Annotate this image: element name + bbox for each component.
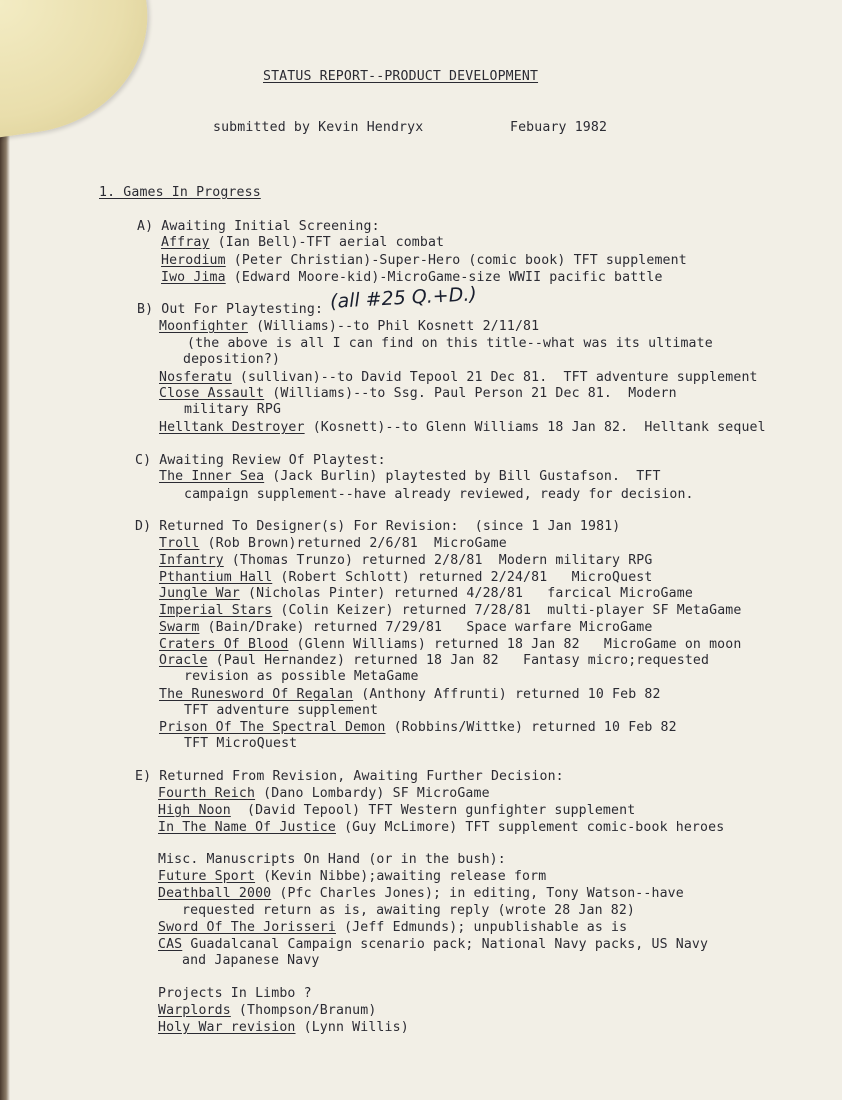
page-edge-shadow — [0, 0, 10, 1100]
subsection-heading-a: A) Awaiting Initial Screening: — [137, 219, 380, 234]
list-item — [158, 786, 490, 802]
item-detail: (Jack Burlin) playtested by Bill Gustafson. TFT — [264, 469, 661, 484]
item-detail: (Dano Lombardy) SF MicroGame — [255, 786, 490, 801]
subsection-heading-c: C) Awaiting Review Of Playtest: — [135, 453, 386, 468]
list-item — [159, 536, 507, 552]
list-item — [158, 820, 724, 836]
item-detail: (Ian Bell)-TFT aerial combat — [209, 235, 445, 250]
list-item-continuation: TFT adventure supplement — [184, 703, 379, 718]
item-detail: (Kosnett)--to Glenn Williams 18 Jan 82. Helltank sequel — [304, 420, 766, 435]
list-item — [159, 653, 709, 669]
item-detail: (Robert Schlott) returned 2/24/81 MicroQuest — [272, 570, 653, 585]
item-detail: (sullivan)--to David Tepool 21 Dec 81. TFT adventure supplement — [231, 370, 758, 385]
item-title: Close Assault — [159, 386, 265, 401]
list-item — [159, 586, 693, 602]
list-item — [159, 370, 758, 386]
list-item-continuation: TFT MicroQuest — [184, 736, 298, 751]
item-detail: (Anthony Affrunti) returned 10 Feb 82 — [353, 687, 661, 702]
item-title: Nosferatu — [159, 370, 232, 385]
item-detail: (Jeff Edmunds); unpublishable as is — [335, 920, 628, 935]
section-title: 1. Games In Progress — [99, 185, 261, 200]
item-title: Affray — [161, 235, 210, 250]
item-detail: (Williams)--to Phil Kosnett 2/11/81 — [248, 319, 540, 334]
list-item — [159, 319, 539, 335]
item-title: Herodium — [161, 253, 226, 268]
list-item — [159, 553, 652, 569]
item-title: Warplords — [158, 1003, 231, 1018]
subsection-heading-d: D) Returned To Designer(s) For Revision: (since 1 Jan 1981) — [135, 519, 621, 534]
item-title: The Runesword Of Regalan — [159, 687, 354, 702]
item-title: Troll — [159, 536, 200, 551]
item-title: Deathball 2000 — [158, 886, 272, 901]
list-item — [161, 253, 687, 269]
item-detail: (Colin Keizer) returned 7/28/81 multi-player SF MetaGame — [272, 603, 742, 618]
item-detail: (Kevin Nibbe);awaiting release form — [255, 869, 547, 884]
list-item — [159, 420, 766, 436]
item-title: Sword Of The Jorisseri — [158, 920, 336, 935]
item-detail: (Glenn Williams) returned 18 Jan 82 MicroGame on moon — [288, 637, 742, 652]
limbo-heading: Projects In Limbo ? — [158, 986, 312, 1001]
list-item — [159, 386, 677, 402]
handwritten-note: (all #25 Q.+D.) — [329, 283, 478, 313]
item-detail: (Thompson/Branum) — [230, 1003, 377, 1018]
item-detail: (Pfc Charles Jones); in editing, Tony Watson--have — [271, 886, 684, 901]
item-detail: (Williams)--to Ssg. Paul Person 21 Dec 81. Modern — [264, 386, 677, 401]
list-item — [158, 937, 708, 953]
item-title: Holy War revision — [158, 1020, 296, 1035]
item-detail: (Thomas Trunzo) returned 2/8/81 Modern military RPG — [223, 553, 653, 568]
item-title: The Inner Sea — [159, 469, 265, 484]
list-item — [158, 869, 546, 885]
item-detail: (David Tepool) TFT Western gunfighter supplement — [230, 803, 636, 818]
item-detail: (Edward Moore-kid)-MicroGame-size WWII pacific battle — [225, 270, 663, 285]
list-item — [159, 720, 677, 736]
item-title: Iwo Jima — [161, 270, 226, 285]
item-title: Jungle War — [159, 586, 240, 601]
item-detail: (Bain/Drake) returned 7/29/81 Space warfare MicroGame — [199, 620, 653, 635]
subsection-heading-e: E) Returned From Revision, Awaiting Further Decision: — [135, 769, 564, 784]
list-item-continuation: deposition?) — [183, 352, 281, 367]
item-title: In The Name Of Justice — [158, 820, 336, 835]
item-detail: (Nicholas Pinter) returned 4/28/81 farcical MicroGame — [239, 586, 693, 601]
item-detail: (Peter Christian)-Super-Hero (comic book) TFT supplement — [225, 253, 687, 268]
item-title: Prison Of The Spectral Demon — [159, 720, 386, 735]
item-title: Moonfighter — [159, 319, 248, 334]
list-item-continuation: military RPG — [184, 402, 282, 417]
list-item-continuation: and Japanese Navy — [182, 953, 320, 968]
list-item — [158, 1020, 409, 1036]
list-item-continuation: revision as possible MetaGame — [184, 669, 419, 684]
list-item — [161, 235, 444, 251]
item-title: High Noon — [158, 803, 231, 818]
list-item — [158, 920, 627, 936]
list-item — [159, 469, 661, 485]
list-item — [161, 270, 663, 286]
report-title: STATUS REPORT--PRODUCT DEVELOPMENT — [263, 69, 539, 84]
item-title: Imperial Stars — [159, 603, 273, 618]
submitted-by: submitted by Kevin Hendryx — [213, 120, 424, 135]
item-detail: (Paul Hernandez) returned 18 Jan 82 Fantasy micro;requested — [207, 653, 710, 668]
list-item — [159, 687, 661, 703]
item-detail: Guadalcanal Campaign scenario pack; National Navy packs, US Navy — [182, 937, 709, 952]
report-date: Febuary 1982 — [510, 120, 608, 135]
item-detail: (Robbins/Wittke) returned 10 Feb 82 — [385, 720, 677, 735]
list-item — [158, 803, 635, 819]
item-title: CAS — [158, 937, 183, 952]
list-item — [159, 637, 741, 653]
item-title: Future Sport — [158, 869, 256, 884]
list-item-continuation: campaign supplement--have already reviewed, ready for decision. — [184, 487, 694, 502]
list-item-continuation: (the above is all I can find on this title--what was its ultimate — [187, 336, 713, 351]
item-title: Infantry — [159, 553, 224, 568]
list-item — [159, 603, 741, 619]
item-detail: (Lynn Willis) — [295, 1020, 409, 1035]
item-title: Fourth Reich — [158, 786, 256, 801]
item-title: Pthantium Hall — [159, 570, 273, 585]
list-item — [158, 1003, 376, 1019]
item-detail: (Rob Brown)returned 2/6/81 MicroGame — [199, 536, 507, 551]
list-item — [159, 620, 652, 636]
subsection-heading-b: B) Out For Playtesting: — [137, 302, 324, 317]
item-title: Craters Of Blood — [159, 637, 289, 652]
list-item — [159, 570, 652, 586]
item-title: Helltank Destroyer — [159, 420, 305, 435]
item-detail: (Guy McLimore) TFT supplement comic-book heroes — [335, 820, 725, 835]
misc-heading: Misc. Manuscripts On Hand (or in the bush): — [158, 852, 506, 867]
page-curl — [0, 0, 162, 144]
item-title: Swarm — [159, 620, 200, 635]
list-item — [158, 886, 684, 902]
item-title: Oracle — [159, 653, 208, 668]
list-item-continuation: requested return as is, awaiting reply (wrote 28 Jan 82) — [182, 903, 636, 918]
